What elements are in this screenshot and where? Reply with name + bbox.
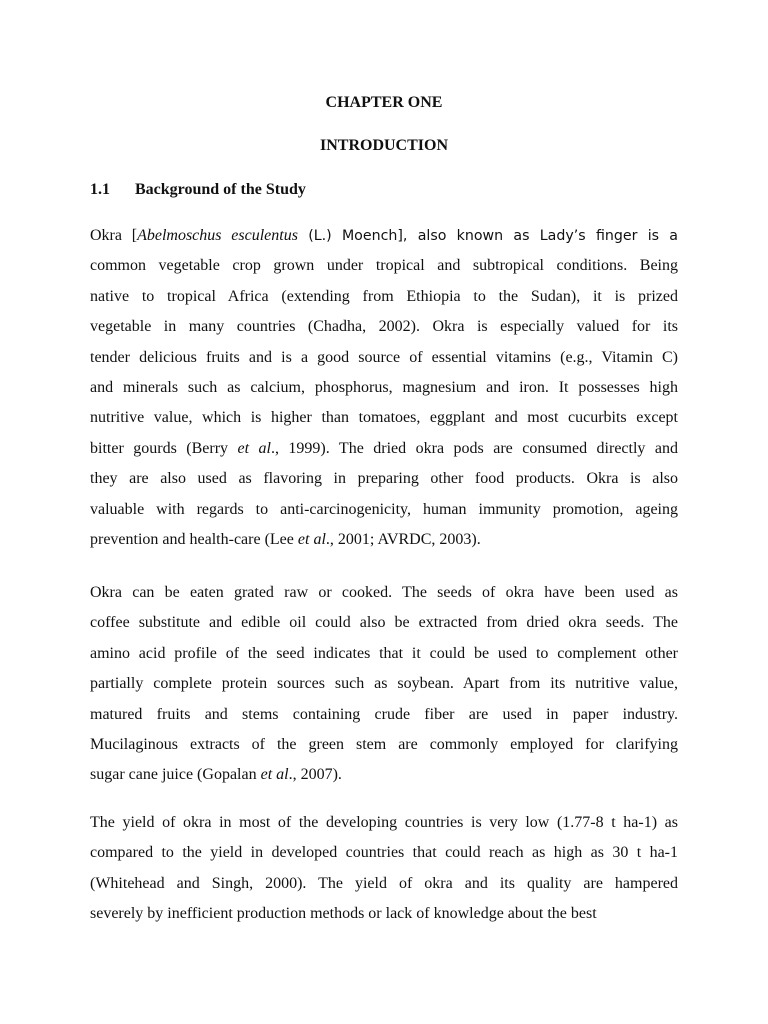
- text-line: Mucilaginous extracts of the green stem are commonly employed for clarifying: [90, 736, 678, 754]
- chapter-title: INTRODUCTION: [319, 137, 448, 154]
- text-line: vegetable in many countries (Chadha, 2002). Okra is especially valued for its: [90, 318, 678, 336]
- text-line: compared to the yield in developed countries that could reach as high as 30 t ha-1: [90, 844, 678, 862]
- text-line: The yield of okra in most of the developing countries is very low (1.77-8 t ha-1) as: [90, 814, 678, 831]
- text-line: [90, 760, 678, 790]
- section-heading: [90, 181, 306, 199]
- text-line: coffee substitute and edible oil could also be extracted from dried okra seeds. The: [90, 614, 678, 632]
- text-line: and minerals such as calcium, phosphorus, magnesium and iron. It possesses high: [90, 379, 678, 397]
- text-line: [90, 434, 678, 464]
- text-run: ., 2007).: [288, 766, 342, 784]
- section-number: 1.1: [90, 181, 110, 198]
- text-line: valuable with regards to anti-carcinogenicity, human immunity promotion, ageing: [90, 500, 678, 518]
- chapter-label: CHAPTER ONE: [325, 94, 443, 111]
- paragraph-background-1: [90, 221, 678, 555]
- text-run: bitter gourds (Berry: [90, 439, 238, 457]
- text-line: they are also used as flavoring in preparing other food products. Okra is also: [90, 470, 678, 488]
- text-run: ., 2001; AVRDC, 2003).: [325, 531, 481, 549]
- text-line: amino acid profile of the seed indicates that it could be used to complement other: [90, 644, 678, 662]
- citation-italic: et al: [237, 439, 271, 457]
- text-line: (Whitehead and Singh, 2000). The yield of okra and its quality are hampered: [90, 874, 678, 892]
- citation-italic: et al: [297, 531, 326, 549]
- paragraph-background-3: [90, 808, 678, 930]
- text-run: sugar cane juice (Gopalan: [90, 766, 261, 784]
- paragraph-background-2: [90, 578, 678, 791]
- text-line: tender delicious fruits and is a good source of essential vitamins (e.g., Vitamin C): [90, 348, 678, 366]
- text-line: common vegetable crop grown under tropical and subtropical conditions. Being: [90, 257, 678, 275]
- text-line: native to tropical Africa (extending from Ethiopia to the Sudan), it is prized: [90, 287, 678, 305]
- text-run: ., 1999). The dried okra pods are consumed directly and: [270, 439, 678, 457]
- text-line: Okra can be eaten grated raw or cooked. The seeds of okra have been used as: [90, 584, 678, 601]
- text-line: matured fruits and stems containing crude fiber are used in paper industry.: [90, 705, 678, 723]
- scientific-name: Abelmoschus esculentus: [137, 227, 298, 244]
- text-run: (L.) Moench], also known as Lady’s finger is a: [297, 228, 679, 244]
- text-run: prevention and health-care (Lee: [90, 531, 298, 549]
- text-line: partially complete protein sources such as soybean. Apart from its nutritive value,: [90, 675, 678, 693]
- section-title: Background of the Study: [135, 181, 306, 198]
- text-line: nutritive value, which is higher than tomatoes, eggplant and most cucurbits except: [90, 409, 678, 427]
- text-run: Okra [: [90, 227, 138, 244]
- text-line: severely by inefficient production methods or lack of knowledge about the best: [90, 905, 597, 923]
- text-line: [90, 221, 678, 251]
- citation-italic: et al: [260, 766, 289, 784]
- text-line: [90, 525, 678, 555]
